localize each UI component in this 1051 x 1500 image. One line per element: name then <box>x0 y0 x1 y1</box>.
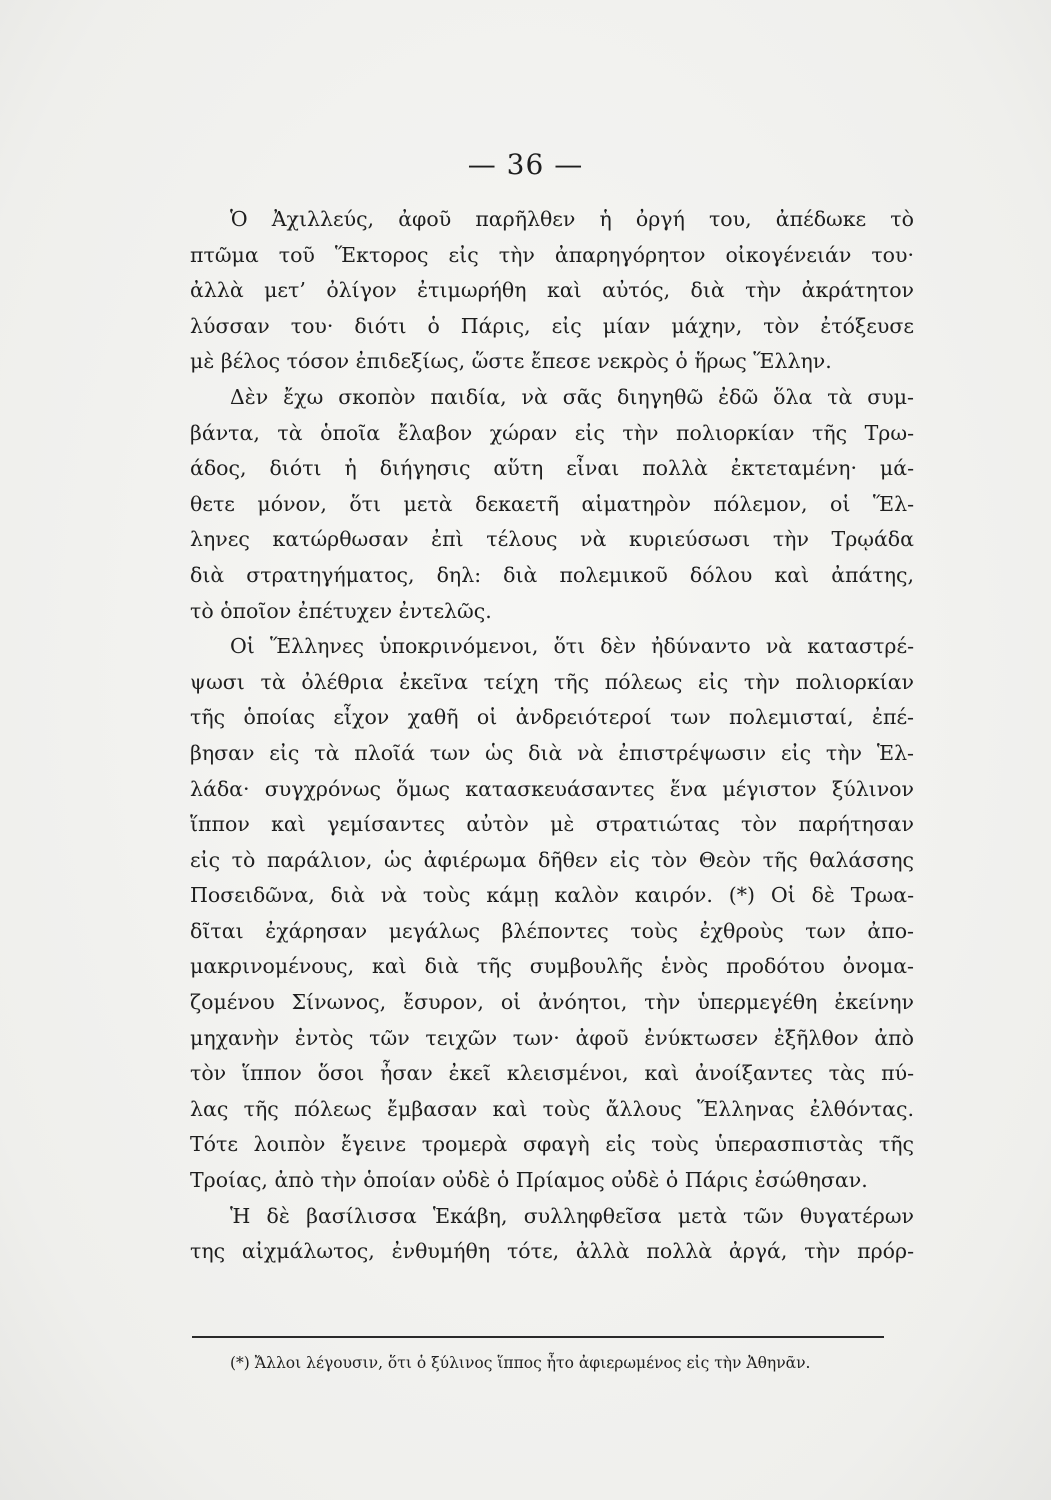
text-line: μὲ βέλος τόσον ἐπιδεξίως, ὥστε ἔπεσε νεκρὸς ὁ ἥρως Ἕλλην. <box>190 349 832 374</box>
footnote: (*) Ἄλλοι λέγουσιν, ὅτι ὁ ξύλινος ἵππος ἦτο ἀφιερωμένος εἰς τὴν Ἀθηνᾶν. <box>230 1354 811 1372</box>
text-line: τὸ ὁποῖον ἐπέτυχεν ἐντελῶς. <box>190 598 492 623</box>
text-line: Ἡ δὲ βασίλισσα Ἑκάβη, συλληφθεῖσα μετὰ τῶν θυγατέρων <box>230 1203 914 1228</box>
text-line: πτῶμα τοῦ Ἕκτορος εἰς τὴν ἀπαρηγόρητον οἰκογένειάν του· <box>190 242 914 267</box>
body-text <box>190 202 914 1270</box>
text-line: ἵππον καὶ γεμίσαντες αὐτὸν μὲ στρατιώτας τὸν παρήτησαν <box>190 812 914 837</box>
text-line: ληνες κατώρθωσαν ἐπὶ τέλους νὰ κυριεύσωσι τὴν Τρῳάδα <box>190 527 914 552</box>
text-line: βησαν εἰς τὰ πλοῖά των ὡς διὰ νὰ ἐπιστρέψωσιν εἰς τὴν Ἑλ- <box>190 740 914 765</box>
text-line: εἰς τὸ παράλιον, ὡς ἀφιέρωμα δῆθεν εἰς τὸν Θεὸν τῆς θαλάσσης <box>190 847 914 872</box>
text-line: της αἰχμάλωτος, ἐνθυμήθη τότε, ἀλλὰ πολλὰ ἀργά, τὴν πρόρ- <box>190 1239 914 1264</box>
text-line: λύσσαν του· διότι ὁ Πάρις, εἰς μίαν μάχην, τὸν ἐτόξευσε <box>190 313 914 338</box>
text-line: διὰ στρατηγήματος, δηλ: διὰ πολεμικοῦ δόλου καὶ ἀπάτης, <box>190 562 914 587</box>
text-line: Δὲν ἔχω σκοπὸν παιδία, νὰ σᾶς διηγηθῶ ἐδῶ ὅλα τὰ συμ- <box>230 384 914 409</box>
text-line: Οἱ Ἕλληνες ὑποκρινόμενοι, ὅτι δὲν ἠδύναντο νὰ καταστρέ- <box>230 634 914 659</box>
text-line: θετε μόνον, ὅτι μετὰ δεκαετῆ αἱματηρὸν πόλεμον, οἱ Ἕλ- <box>190 491 914 516</box>
text-line: ζομένου Σίνωνος, ἔσυρον, οἱ ἀνόητοι, τὴν ὑπερμεγέθη ἐκείνην <box>190 990 914 1015</box>
text-line: βάντα, τὰ ὁποῖα ἔλαβον χώραν εἰς τὴν πολιορκίαν τῆς Τρω- <box>190 420 914 445</box>
page-number-header: — 36 — <box>467 148 584 181</box>
text-line: άδος, διότι ἡ διήγησις αὕτη εἶναι πολλὰ ἐκτεταμένη· μά- <box>190 456 914 481</box>
text-line: Τροίας, ἀπὸ τὴν ὁποίαν οὐδὲ ὁ Πρίαμος οὐδὲ ὁ Πάρις ἐσώθησαν. <box>190 1168 868 1193</box>
text-line: ἀλλὰ μετ’ ὀλίγον ἐτιμωρήθη καὶ αὐτός, διὰ τὴν ἀκράτητον <box>190 278 914 303</box>
text-line: Τότε λοιπὸν ἔγεινε τρομερὰ σφαγὴ εἰς τοὺς ὑπερασπιστὰς τῆς <box>190 1132 914 1157</box>
text-line: λάδα· συγχρόνως ὅμως κατασκευάσαντες ἕνα μέγιστον ξύλινον <box>190 776 914 801</box>
text-line: ψωσι τὰ ὀλέθρια ἐκεῖνα τείχη τῆς πόλεως εἰς τὴν πολιορκίαν <box>190 669 914 694</box>
text-line: Ὁ Ἀχιλλεύς, ἀφοῦ παρῆλθεν ἡ ὀργή του, ἀπέδωκε τὸ <box>230 207 914 231</box>
text-line: μακρινομένους, καὶ διὰ τῆς συμβουλῆς ἑνὸς προδότου ὀνομα- <box>190 954 914 979</box>
text-line: λας τῆς πόλεως ἔμβασαν καὶ τοὺς ἄλλους Ἕλληνας ἐλθόντας. <box>190 1096 914 1121</box>
text-line: Ποσειδῶνα, διὰ νὰ τοὺς κάμῃ καλὸν καιρόν. (*) Οἱ δὲ Τρωα- <box>190 883 914 908</box>
text-line: τῆς ὁποίας εἶχον χαθῆ οἱ ἀνδρειότεροί των πολεμισταί, ἐπέ- <box>190 705 914 730</box>
text-line: μηχανὴν ἐντὸς τῶν τειχῶν των· ἀφοῦ ἐνύκτωσεν ἐξῆλθον ἀπὸ <box>190 1025 914 1050</box>
text-line: δῖται ἐχάρησαν μεγάλως βλέποντες τοὺς ἐχθροὺς των ἀπο- <box>190 918 914 943</box>
text-line: τὸν ἵππον ὅσοι ἦσαν ἐκεῖ κλεισμένοι, καὶ ἀνοίξαντες τὰς πύ- <box>190 1061 914 1086</box>
footnote-rule <box>192 1336 884 1338</box>
